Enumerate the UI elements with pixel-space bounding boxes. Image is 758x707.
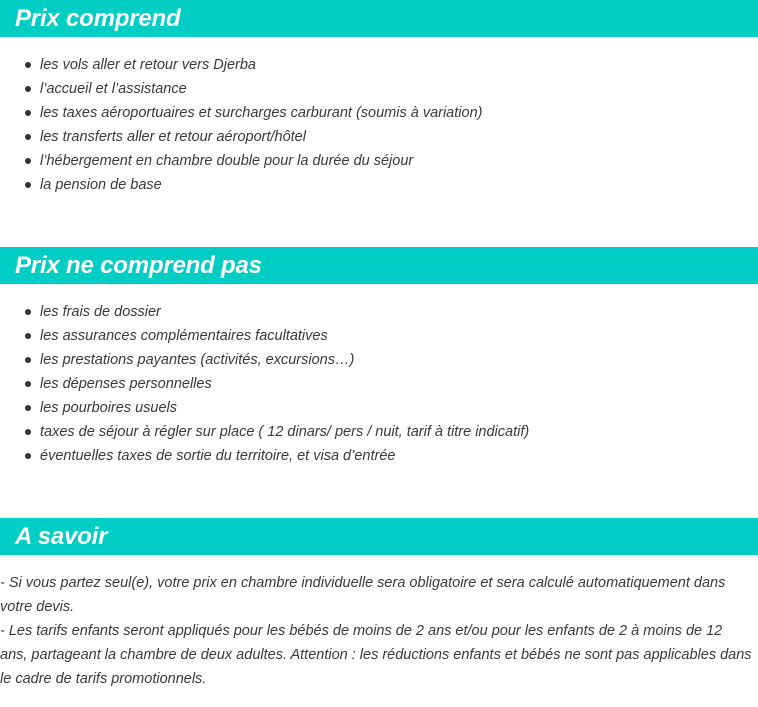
list-item xyxy=(0,348,529,372)
list-item xyxy=(0,101,482,125)
list-item-text: les transferts aller et retour aéroport/hôtel xyxy=(40,129,306,145)
list-item-text: éventuelles taxes de sortie du territoire, et visa d’entrée xyxy=(40,448,396,464)
bullet-dot-icon xyxy=(25,453,31,459)
section-title-prix-ne-comprend-pas: Prix ne comprend pas xyxy=(0,247,758,284)
bullet-dot-icon xyxy=(25,110,31,116)
list-item xyxy=(0,324,529,348)
list-item xyxy=(0,444,529,468)
bullet-dot-icon xyxy=(25,405,31,411)
bullet-dot-icon xyxy=(25,158,31,164)
bullet-dot-icon xyxy=(25,381,31,387)
list-item-text: les taxes aéroportuaires et surcharges carburant (soumis à variation) xyxy=(40,105,483,121)
list-item xyxy=(0,420,529,444)
bullet-dot-icon xyxy=(25,62,31,68)
list-item-text: taxes de séjour à régler sur place ( 12 dinars/ pers / nuit, tarif à titre indicatif) xyxy=(40,424,530,440)
list-item xyxy=(0,396,529,420)
list-item-text: les prestations payantes (activités, excursions…) xyxy=(40,352,355,368)
list-item xyxy=(0,372,529,396)
bullet-dot-icon xyxy=(25,333,31,339)
bullet-dot-icon xyxy=(25,357,31,363)
list-item xyxy=(0,300,529,324)
list-item xyxy=(0,173,482,197)
list-item xyxy=(0,149,482,173)
bullet-dot-icon xyxy=(25,86,31,92)
list-item xyxy=(0,53,482,77)
list-item-text: l’hébergement en chambre double pour la durée du séjour xyxy=(40,153,414,169)
list-item-text: l’accueil et l’assistance xyxy=(40,81,187,97)
list-item xyxy=(0,77,482,101)
bullet-dot-icon xyxy=(25,134,31,140)
bullet-dot-icon xyxy=(25,429,31,435)
bullet-dot-icon xyxy=(25,309,31,315)
list-item-text: les pourboires usuels xyxy=(40,400,178,416)
info-paragraph-single-room: - Si vous partez seul(e), votre prix en chambre individuelle sera obligatoire et sera calculé automatiquement dans votre devis. xyxy=(0,575,726,615)
info-paragraph-child-rates: - Les tarifs enfants seront appliqués pour les bébés de moins de 2 ans et/ou pour les enfants de 2 à moins de 12 ans, partageant la chambre de deux adultes. Attention : les réductions enfants et bébés ne sont pas applicables dans le cadre de tarifs promotionnels. xyxy=(0,623,752,687)
included-list xyxy=(0,53,482,197)
section-title-a-savoir: A savoir xyxy=(0,518,758,555)
list-item-text: les vols aller et retour vers Djerba xyxy=(40,57,256,73)
section-title-prix-comprend: Prix comprend xyxy=(0,0,758,37)
bullet-dot-icon xyxy=(25,182,31,188)
list-item-text: les dépenses personnelles xyxy=(40,376,212,392)
list-item xyxy=(0,125,482,149)
list-item-text: les frais de dossier xyxy=(40,304,161,320)
list-item-text: la pension de base xyxy=(40,177,162,193)
not-included-list xyxy=(0,300,529,468)
list-item-text: les assurances complémentaires facultatives xyxy=(40,328,328,344)
